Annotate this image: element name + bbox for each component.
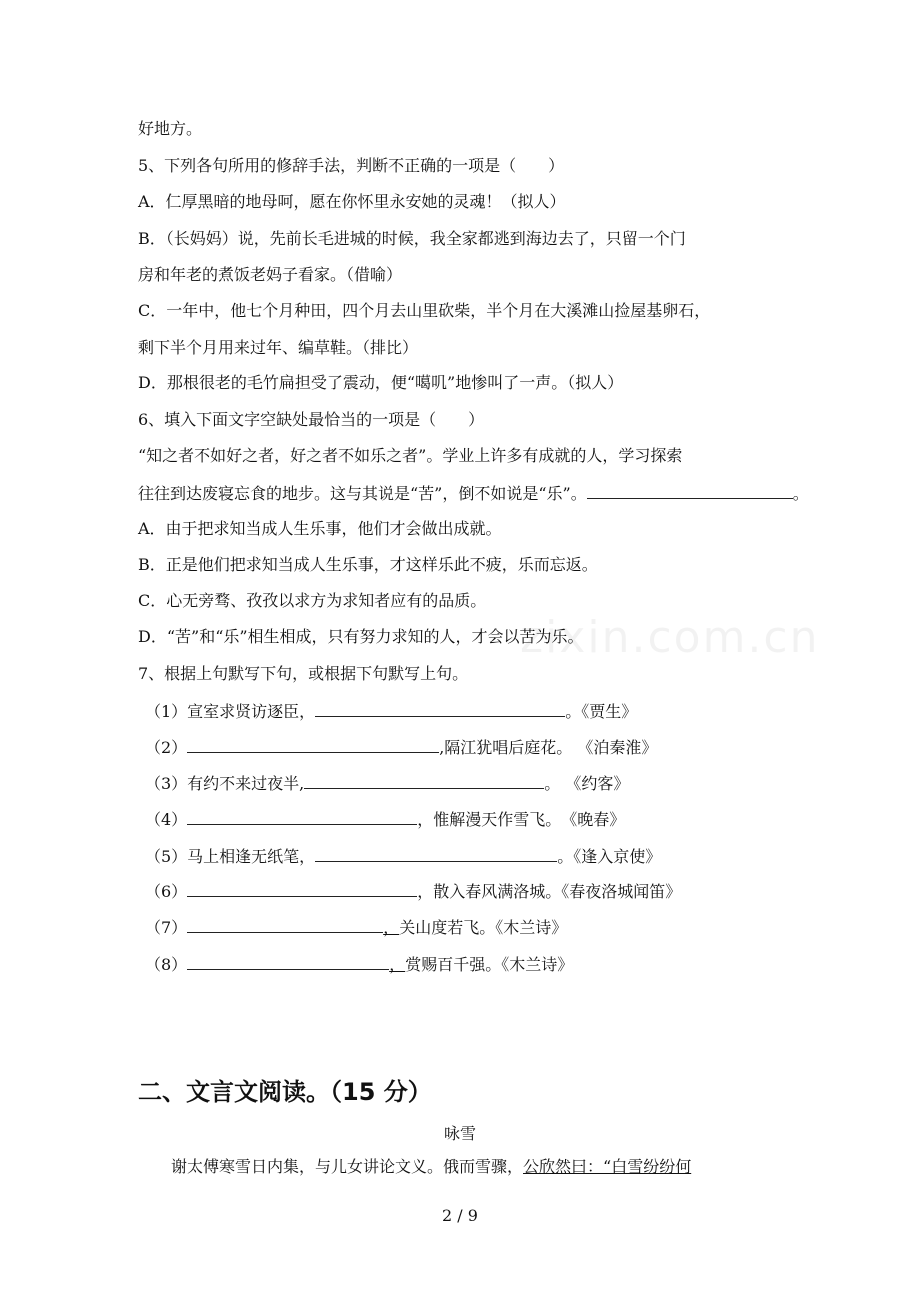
poem-suffix: ，散入春风满洛城。《春夜洛城闻笛》: [417, 882, 682, 901]
poem-prefix: （8）: [145, 955, 188, 974]
poem-suffix: 。《贾生》: [565, 702, 638, 721]
option-b-cont: 房和年老的煮饭老妈子看家。（借喻）: [138, 265, 403, 284]
poem-comma: ，: [383, 918, 400, 937]
poem-prefix: （1）宣室求贤访逐臣，: [145, 702, 316, 721]
poem-prefix: （3）有约不来过夜半,: [145, 774, 305, 793]
answer-blank[interactable]: [187, 953, 389, 970]
passage-line: “知之者不如好之者，好之者不如乐之者”。学业上许多有成就的人，学习探索: [138, 446, 683, 465]
option-a: A．由于把求知当成人生乐事，他们才会做出成就。: [138, 519, 502, 538]
answer-blank[interactable]: [187, 880, 417, 897]
passage-text: 谢太傅寒雪日内集，与儿女讲论文义。俄而雪骤，: [155, 1157, 524, 1176]
answer-blank[interactable]: [315, 700, 565, 717]
option-b: B．（长妈妈）说，先前长毛进城的时候，我全家都逃到海边去了，只留一个门: [138, 229, 686, 248]
poem-prefix: （5）马上相逢无纸笔，: [145, 847, 316, 866]
watermark: zixin.com.cn: [520, 612, 820, 663]
text-line: 好地方。: [138, 119, 203, 138]
poem-suffix: 赏赐百千强。《木兰诗》: [405, 955, 574, 974]
question-7: 7、根据上句默写下句，或根据下句默写上句。: [138, 664, 469, 683]
passage-paragraph: [155, 1157, 691, 1177]
answer-blank[interactable]: [187, 916, 383, 933]
option-c-cont: 剩下半个月用来过年、编草鞋。（排比）: [138, 338, 419, 357]
underlined-text: 公欣然曰：“白雪纷纷何: [523, 1157, 692, 1176]
option-c: C．一年中，他七个月种田，四个月去山里砍柴，半个月在大溪滩山捡屋基卵石，: [138, 301, 711, 320]
answer-blank[interactable]: [187, 736, 439, 753]
answer-blank[interactable]: [587, 482, 793, 499]
option-a: A．仁厚黑暗的地母呵，愿在你怀里永安她的灵魂！（拟人）: [138, 192, 566, 211]
section-heading: 二、文言文阅读。（15 分）: [138, 1078, 432, 1106]
poem-prefix: （2）: [145, 738, 188, 757]
option-d: D．“苦”和“乐”相生相成，只有努力求知的人，才会以苦为乐。: [138, 627, 584, 646]
poem-suffix: 。 《约客》: [544, 774, 630, 793]
question-6: 6、填入下面文字空缺处最恰当的一项是（ ）: [138, 410, 485, 429]
poem-suffix: ，惟解漫天作雪飞。 《晚春》: [417, 810, 626, 829]
poem-prefix: （7）: [145, 918, 188, 937]
poem-item: [145, 808, 625, 830]
poem-item: [145, 845, 661, 867]
poem-item: [145, 736, 657, 758]
poem-suffix: 。《逢入京使》: [557, 847, 662, 866]
answer-blank[interactable]: [304, 772, 544, 789]
poem-suffix: ,隔江犹唱后庭花。 《泊秦淮》: [439, 738, 658, 757]
poem-prefix: （6）: [145, 882, 188, 901]
answer-blank[interactable]: [187, 808, 417, 825]
poem-item: [145, 953, 573, 975]
passage-end: 。: [792, 484, 809, 503]
poem-item: [145, 700, 637, 722]
option-c: C．心无旁骛、孜孜以求方为求知者应有的品质。: [138, 591, 487, 610]
poem-item: [145, 880, 681, 902]
poem-item: [145, 772, 629, 794]
passage-title: 咏雪: [443, 1124, 476, 1143]
passage-text: 往往到达废寝忘食的地步。这与其说是“苦”，倒不如说是“乐”。: [138, 484, 587, 503]
poem-suffix: 关山度若飞。《木兰诗》: [399, 918, 568, 937]
poem-prefix: （4）: [145, 810, 188, 829]
answer-blank[interactable]: [315, 845, 557, 862]
poem-comma: ，: [389, 955, 406, 974]
option-d: D．那根很老的毛竹扁担受了震动，便“噶叽”地惨叫了一声。（拟人）: [138, 373, 624, 392]
option-b: B．正是他们把求知当成人生乐事，才这样乐此不疲，乐而忘返。: [138, 555, 598, 574]
question-5: 5、下列各句所用的修辞手法，判断不正确的一项是（ ）: [138, 156, 565, 175]
poem-item: [145, 916, 567, 938]
page-number: 2 / 9: [442, 1206, 478, 1225]
passage-line-2: [138, 482, 809, 504]
